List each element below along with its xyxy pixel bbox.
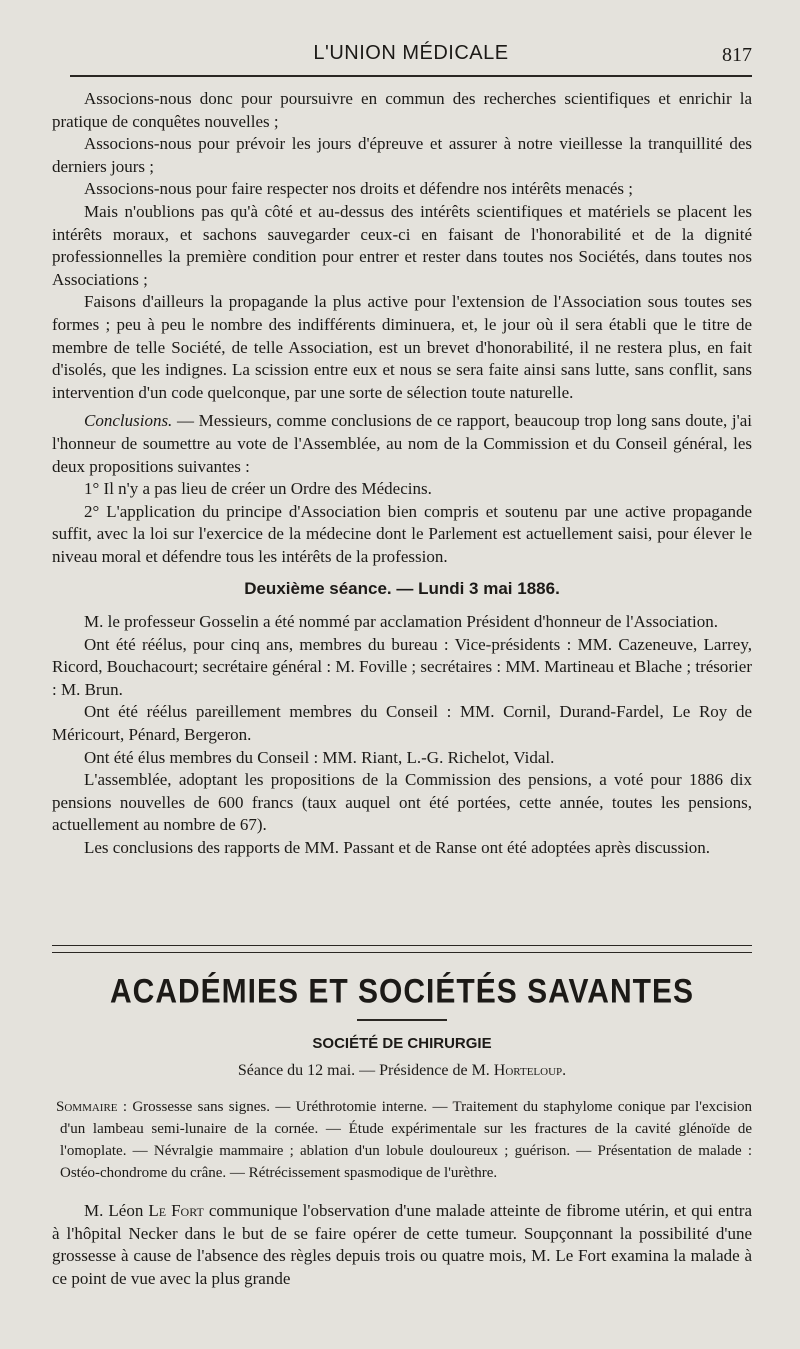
- session-paragraph: Ont été réélus, pour cinq ans, membres du bureau : Vice-présidents : MM. Cazeneuve, Larrey, Ricord, Bouchacourt; secrétaire général : M. Foville ; secrétaires : MM. Martineau et Blache ; trésorier : M. Brun.: [52, 634, 752, 699]
- proposition-1: 1° Il n'y a pas lieu de créer un Ordre des Médecins.: [84, 479, 432, 499]
- paragraph: Mais n'oublions pas qu'à côté et au-dessus des intérêts scientifiques et matériels se placent les intérêts moraux, et sachons sauvegarder ceux-ci en faisant de l'honorabilité et de la dignité professionnelles la première condition pour entrer et rester dans toutes nos Sociétés, dans toutes nos Associations ;: [52, 201, 752, 289]
- seance-line: [52, 1062, 752, 1080]
- paragraph: [52, 1200, 752, 1290]
- journal-title: L'UNION MÉDICALE: [313, 42, 509, 64]
- session-paragraph: M. le professeur Gosselin a été nommé par acclamation Président d'honneur de l'Association.: [84, 612, 719, 632]
- section-header: [52, 972, 752, 1080]
- author-name: Le Fort: [148, 1201, 204, 1220]
- conclusions-label: Conclusions.: [84, 411, 173, 431]
- president-name: Horteloup.: [493, 1062, 567, 1079]
- section-title-rule: [357, 1019, 447, 1021]
- tail-lead: M. Léon: [84, 1201, 149, 1220]
- session-paragraph: Les conclusions des rapports de MM. Passant et de Ranse ont été adoptées après discussion.: [84, 838, 711, 857]
- paragraph: Associons-nous pour prévoir les jours d'épreuve et assurer à notre vieillesse la tranquillité des derniers jours ;: [52, 134, 752, 176]
- closing-text: [52, 1200, 752, 1290]
- section-title: ACADÉMIES ET SOCIÉTÉS SAVANTES: [110, 972, 694, 1011]
- session-paragraph: L'assemblée, adoptant les propositions de la Commission des pensions, a voté pour 1886 dix pensions nouvelles de 600 francs (taux auquel ont été portées, cette année, toutes les pensions, actuellement au nombre de 67).: [52, 770, 752, 835]
- sommaire-text: Grossesse sans signes. — Uréthrotomie interne. — Traitement du staphylome conique par l'excision d'un lambeau semi-lunaire de la cornée. — Étude expérimentale sur les fractures de la cavité glénoïde de l'omoplate. — Névralgie mammaire ; ablation d'un lobule douloureux ; guérison. — Présentation de malade : Ostéo-chondrome du crâne. — Rétrécissement spasmodique de l'urèthre.: [60, 1099, 752, 1181]
- seance-text: Séance du 12 mai. — Présidence de M.: [237, 1062, 494, 1079]
- page-number: 817: [722, 44, 752, 66]
- conclusions-text: — Messieurs, comme conclusions de ce rapport, beaucoup trop long sans doute, j'ai l'honneur de soumettre au vote de l'Assemblée, au nom de la Commission et du Conseil général, les deux propositions suivantes :: [52, 411, 752, 476]
- header-rule: [70, 75, 752, 77]
- session-heading: Deuxième séance. — Lundi 3 mai 1886.: [244, 579, 560, 599]
- paragraph: Associons-nous pour faire respecter nos droits et défendre nos intérêts menacés ;: [84, 179, 634, 199]
- conclusions-paragraph: [52, 410, 752, 478]
- sommaire-label: Sommaire :: [56, 1099, 127, 1115]
- main-text: [52, 88, 752, 860]
- session-paragraph: Ont été réélus pareillement membres du Conseil : MM. Cornil, Durand-Fardel, Le Roy de Méricourt, Pénard, Bergeron.: [52, 702, 752, 745]
- sommaire: [56, 1096, 752, 1184]
- society-name: SOCIÉTÉ DE CHIRURGIE: [312, 1035, 492, 1052]
- session-paragraph: Ont été élus membres du Conseil : MM. Riant, L.-G. Richelot, Vidal.: [84, 747, 555, 767]
- paragraph: Faisons d'ailleurs la propagande la plus active pour l'extension de l'Association sous toutes ses formes ; peu à peu le nombre des indifférents diminuera, et, le jour où il sera établi que le titre de membre de telle Société, de telle Association, est un brevet d'honorabilité, il ne restera plus, en fait d'isolés, que les indignes. La scission entre eux et nous se sera faite ainsi sans lutte, sans conflit, sans intervention d'un code quelconque, par une sorte de sélection toute naturelle.: [52, 292, 752, 402]
- paragraph: Associons-nous donc pour poursuivre en commun des recherches scientifiques et enrichir la pratique de conquêtes nouvelles ;: [52, 89, 752, 131]
- section-divider: [52, 945, 752, 953]
- proposition-2: 2° L'application du principe d'Association bien compris et soutenu par une active propagande suffit, avec la loi sur l'exercice de la médecine dont le Parlement est actuellement saisi, pour élever le niveau moral et défendre tous les intérêts de la profession.: [52, 501, 752, 566]
- tail-text: communique l'observation d'une malade atteinte de fibrome utérin, et qui entra à l'hôpital Necker dans le but de se faire opérer de cette tumeur. Soupçonnant la possibilité d'une grossesse à cause de l'absence des règles depuis trois ou quatre mois, M. Le Fort examina la malade à ce point de vue avec la plus grande: [52, 1201, 752, 1288]
- running-header: [70, 40, 752, 74]
- sommaire-paragraph: [56, 1096, 752, 1184]
